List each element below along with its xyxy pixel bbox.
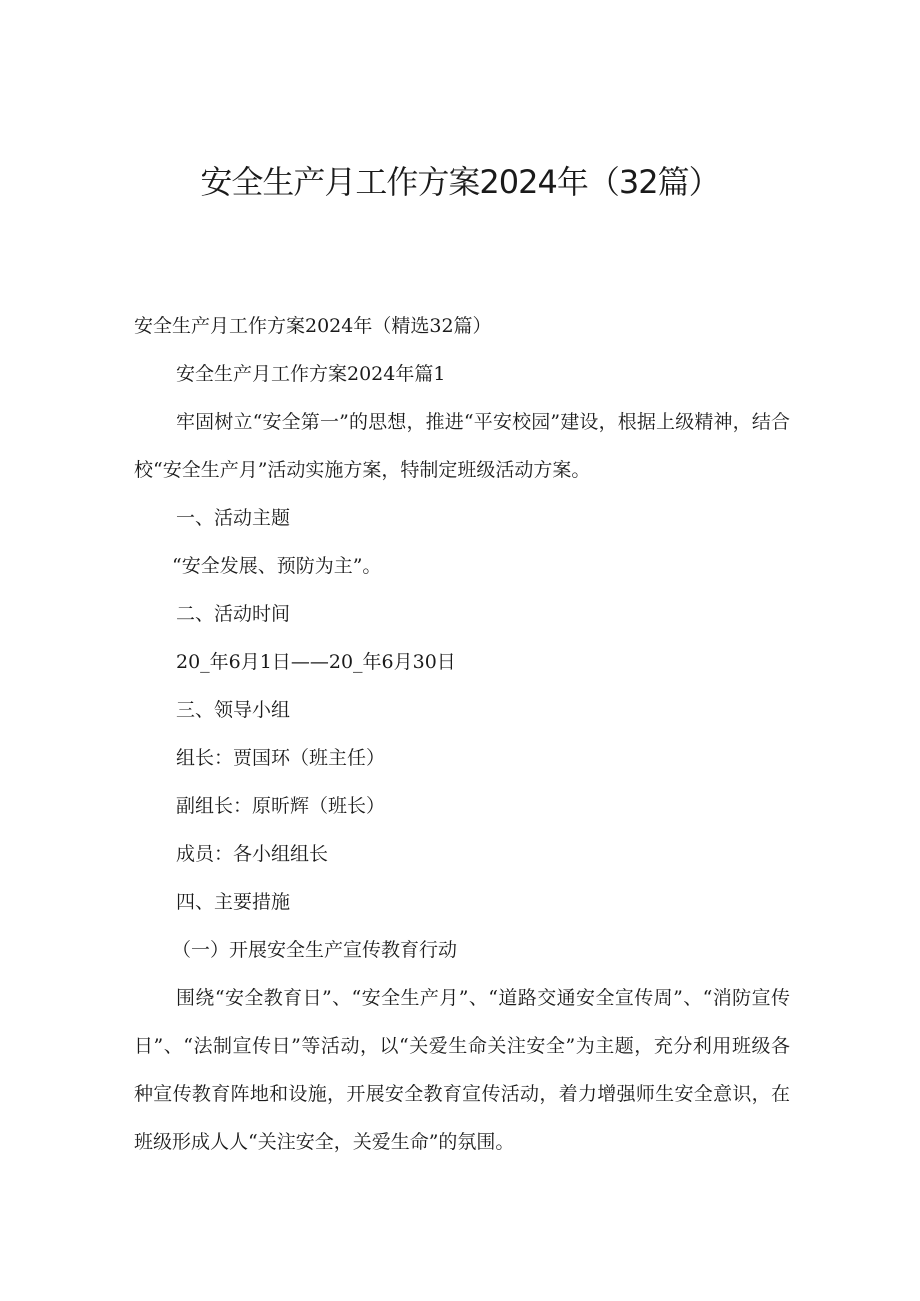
theme-text: “安全发展、预防为主”。 xyxy=(172,555,382,577)
heading-measures: 四、主要措施 xyxy=(176,891,291,913)
intro-paragraph: 牢固树立“安全第一”的思想，推进“平安校园”建设，根据上级精神，结合校“安全生产月”活动实施方案，特制定班级活动方案。 xyxy=(134,411,790,481)
section-title: 安全生产月工作方案2024年篇1 xyxy=(176,363,446,385)
sub-heading-publicity: （一）开展安全生产宣传教育行动 xyxy=(172,939,458,961)
time-text: 20_年6月1日——20_年6月30日 xyxy=(176,651,456,673)
document-subtitle: 安全生产月工作方案2024年（精选32篇） xyxy=(134,315,492,337)
measure-paragraph: 围绕“安全教育日”、“安全生产月”、“道路交通安全宣传周”、“消防宣传日”、“法制宣传日”等活动，以“关爱生命关注安全”为主题，充分利用班级各种宣传教育阵地和设施，开展安全教育宣传活动，着力增强师生安全意识，在班级形成人人“关注安全，关爱生命”的氛围。 xyxy=(134,987,790,1153)
leader-text: 组长：贾国环（班主任） xyxy=(176,747,386,769)
deputy-text: 副组长：原昕辉（班长） xyxy=(176,795,386,817)
heading-leadership: 三、领导小组 xyxy=(176,699,291,721)
document-title: 安全生产月工作方案2024年（32篇） xyxy=(200,163,720,201)
members-text: 成员：各小组组长 xyxy=(176,843,329,865)
heading-theme: 一、活动主题 xyxy=(176,507,291,529)
document-body xyxy=(134,302,790,1166)
heading-time: 二、活动时间 xyxy=(176,603,291,625)
